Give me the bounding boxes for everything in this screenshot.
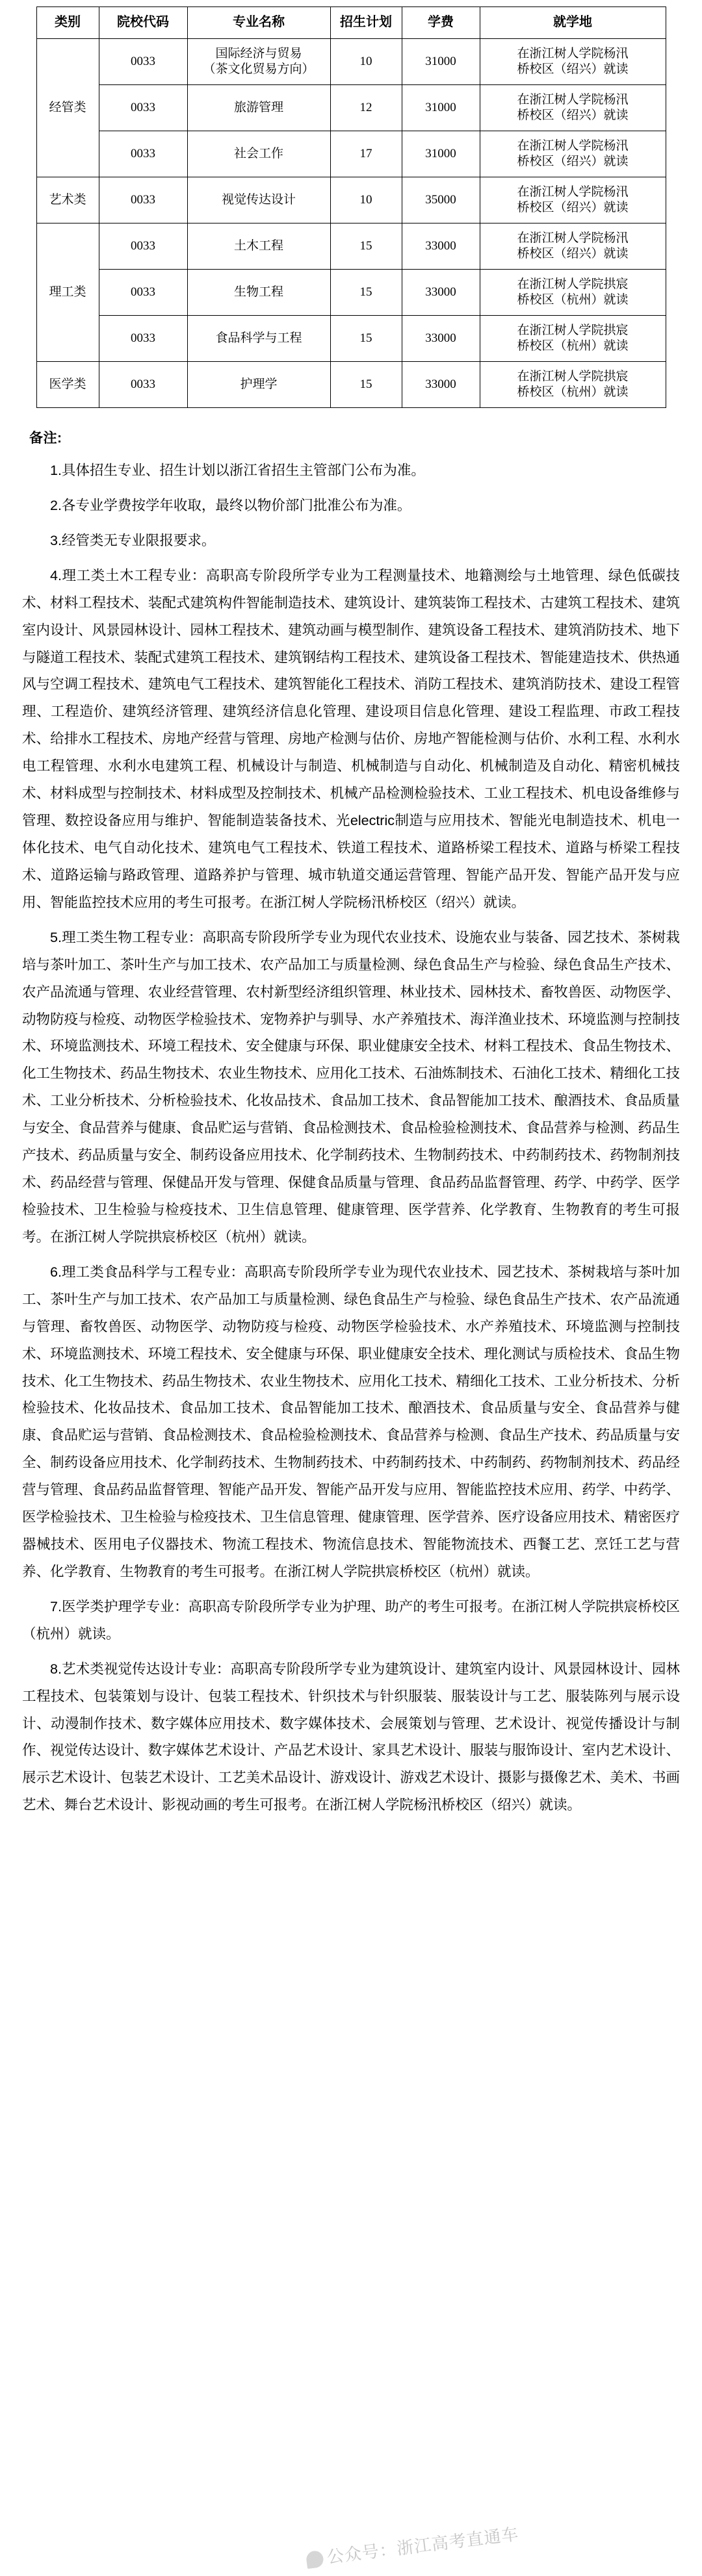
notes-title: 备注: xyxy=(29,431,62,446)
notes-section xyxy=(0,408,702,1819)
cell-tuition: 35000 xyxy=(402,177,480,223)
cell-major-name: 生物工程 xyxy=(187,270,330,316)
cell-major-name: 旅游管理 xyxy=(187,85,330,131)
admission-plan-table xyxy=(36,6,666,408)
note-item-5: 5.理工类生物工程专业：高职高专阶段所学专业为现代农业技术、设施农业与装备、园艺技术、茶树栽培与茶叶加工、茶叶生产与加工技术、农产品加工与质量检测、绿色食品生产与检验、绿色食品生产技术、农产品流通与管理、农业经营管理、农村新型经济组织管理、林业技术、园林技术、畜牧兽医、动物医学、动物防疫与检疫、动物医学检验技术、宠物养护与驯导、水产养殖技术、海洋渔业技术、环境监测与控制技术、环境监测技术、环境工程技术、安全健康与环保、职业健康安全技术、材料工程技术、食品生物技术、化工生物技术、药品生物技术、农业生物技术、应用化工技术、石油炼制技术、石油化工技术、精细化工技术、工业分析技术、分析检验技术、化妆品技术、食品加工技术、食品智能加工技术、酿酒技术、食品质量与安全、食品营养与健康、食品贮运与营销、食品检测技术、食品检验检测技术、食品营养与检测、药品生产技术、药品质量与安全、制药设备应用技术、化学制药技术、生物制药技术、中药制药技术、药物制剂技术、药品经营与管理、保健品开发与管理、保健食品质量与管理、食品药品监督管理、药学、中药学、医学检验技术、卫生检验与检疫技术、卫生信息管理、健康管理、医学营养、化学教育、生物教育的考生可报考。在浙江树人学院拱宸桥校区（杭州）就读。 xyxy=(22,929,680,1245)
cell-category: 理工类 xyxy=(36,223,99,362)
cell-school-code: 0033 xyxy=(99,131,187,177)
cell-tuition: 33000 xyxy=(402,223,480,270)
table-row xyxy=(36,39,666,85)
cell-enrollment-plan: 12 xyxy=(330,85,402,131)
major-line-2: （茶文化贸易方向） xyxy=(203,62,315,76)
note-item-3: 3.经管类无专业限报要求。 xyxy=(50,532,216,548)
cell-study-location xyxy=(480,270,666,316)
cell-category: 经管类 xyxy=(36,39,99,177)
cell-major-name: 视觉传达设计 xyxy=(187,177,330,223)
cell-school-code: 0033 xyxy=(99,316,187,362)
location-line-1: 在浙江树人学院杨汛 xyxy=(517,46,629,60)
note-item-8: 8.艺术类视觉传达设计专业：高职高专阶段所学专业为建筑设计、建筑室内设计、风景园林设计、园林工程技术、包装策划与设计、包装工程技术、针织技术与针织服装、服装设计与工艺、服装陈列与展示设计、动漫制作技术、数字媒体应用技术、数字媒体技术、会展策划与管理、艺术设计、视觉传播设计与制作、视觉传达设计、数字媒体艺术设计、产品艺术设计、家具艺术设计、服装与服饰设计、室内艺术设计、展示艺术设计、包装艺术设计、工艺美术品设计、游戏设计、游戏艺术设计、摄影与摄像艺术、美术、书画艺术、舞台艺术设计、影视动画的考生可报考。在浙江树人学院杨汛桥校区（绍兴）就读。 xyxy=(22,1661,680,1813)
location-line-2: 桥校区（杭州）就读 xyxy=(517,339,629,353)
cell-enrollment-plan: 10 xyxy=(330,39,402,85)
speech-bubble-icon xyxy=(306,2550,324,2569)
cell-major-name xyxy=(187,39,330,85)
cell-tuition: 33000 xyxy=(402,316,480,362)
note-item-1: 1.具体招生专业、招生计划以浙江省招生主管部门公布为准。 xyxy=(50,463,425,478)
table-header-row xyxy=(36,7,666,39)
table-header xyxy=(36,7,666,39)
location-line-1: 在浙江树人学院杨汛 xyxy=(517,138,629,153)
table-row xyxy=(36,270,666,316)
column-header-enrollment-plan: 招生计划 xyxy=(330,7,402,39)
note-item-4: 4.理工类土木工程专业：高职高专阶段所学专业为工程测量技术、地籍测绘与土地管理、绿色低碳技术、材料工程技术、装配式建筑构件智能制造技术、建筑设计、建筑装饰工程技术、古建筑工程技术、建筑室内设计、风景园林设计、园林工程技术、建筑动画与模型制作、建筑设备工程技术、建筑消防技术、地下与隧道工程技术、装配式建筑工程技术、建筑钢结构工程技术、建筑设备工程技术、智能建造技术、供热通风与空调工程技术、建筑电气工程技术、建筑智能化工程技术、消防工程技术、建筑消防技术、建设工程管理、工程造价、建筑经济管理、建筑经济信息化管理、建设项目信息化管理、建设工程监理、市政工程技术、给排水工程技术、房地产经营与管理、房地产检测与估价、房地产智能检测与估价、水利工程、水利水电工程管理、水利水电建筑工程、机械设计与制造、机械制造与自动化、机械制造及自动化、精密机械技术、材料成型与控制技术、材料成型及控制技术、机械产品检测检验技术、工业工程技术、机电设备维修与管理、数控设备应用与维护、智能制造装备技术、光electric制造与应用技术、智能光电制造技术、机电一体化技术、电气自动化技术、建筑电气工程技术、铁道工程技术、道路桥梁工程技术、道路与桥梁工程技术、道路运输与路政管理、道路养护与管理、城市轨道交通运营管理、智能产品开发、智能产品开发与应用、智能监控技术应用的考生可报考。在浙江树人学院杨汛桥校区（绍兴）就读。 xyxy=(22,567,680,910)
cell-school-code: 0033 xyxy=(99,177,187,223)
cell-tuition: 31000 xyxy=(402,39,480,85)
major-line-1: 国际经济与贸易 xyxy=(215,46,302,60)
location-line-1: 在浙江树人学院拱宸 xyxy=(517,277,629,291)
location-line-1: 在浙江树人学院杨汛 xyxy=(517,185,629,199)
cell-enrollment-plan: 10 xyxy=(330,177,402,223)
column-header-study-location: 就学地 xyxy=(480,7,666,39)
admission-plan-table-wrapper xyxy=(0,0,702,408)
cell-major-name: 护理学 xyxy=(187,362,330,408)
cell-enrollment-plan: 15 xyxy=(330,362,402,408)
table-row xyxy=(36,223,666,270)
cell-tuition: 31000 xyxy=(402,131,480,177)
watermark xyxy=(305,2521,520,2571)
column-header-category: 类别 xyxy=(36,7,99,39)
cell-study-location xyxy=(480,177,666,223)
cell-school-code: 0033 xyxy=(99,223,187,270)
cell-category: 医学类 xyxy=(36,362,99,408)
cell-tuition: 31000 xyxy=(402,85,480,131)
cell-enrollment-plan: 15 xyxy=(330,223,402,270)
location-line-2: 桥校区（杭州）就读 xyxy=(517,385,629,399)
location-line-1: 在浙江树人学院杨汛 xyxy=(517,92,629,107)
cell-major-name: 土木工程 xyxy=(187,223,330,270)
location-line-2: 桥校区（杭州）就读 xyxy=(517,293,629,307)
table-row xyxy=(36,316,666,362)
note-item-7: 7.医学类护理学专业：高职高专阶段所学专业为护理、助产的考生可报考。在浙江树人学院拱宸桥校区（杭州）就读。 xyxy=(22,1598,680,1642)
cell-category: 艺术类 xyxy=(36,177,99,223)
cell-school-code: 0033 xyxy=(99,270,187,316)
cell-study-location xyxy=(480,362,666,408)
note-item-2: 2.各专业学费按学年收取，最终以物价部门批准公布为准。 xyxy=(50,497,411,513)
table-row xyxy=(36,85,666,131)
cell-tuition: 33000 xyxy=(402,362,480,408)
table-row xyxy=(36,177,666,223)
table-row xyxy=(36,131,666,177)
cell-enrollment-plan: 15 xyxy=(330,270,402,316)
column-header-major-name: 专业名称 xyxy=(187,7,330,39)
cell-tuition: 33000 xyxy=(402,270,480,316)
note-item-6: 6.理工类食品科学与工程专业：高职高专阶段所学专业为现代农业技术、园艺技术、茶树栽培与茶叶加工、茶叶生产与加工技术、农产品加工与质量检测、绿色食品生产与检验、绿色食品生产技术、农产品流通与管理、畜牧兽医、动物医学、动物防疫与检疫、动物医学检验技术、水产养殖技术、环境监测与控制技术、环境监测技术、环境工程技术、安全健康与环保、职业健康安全技术、理化测试与质检技术、食品生物技术、化工生物技术、药品生物技术、农业生物技术、应用化工技术、精细化工技术、工业分析技术、分析检验技术、化妆品技术、食品加工技术、食品智能加工技术、酿酒技术、食品质量与安全、食品营养与健康、食品贮运与营销、食品检测技术、食品检验检测技术、食品营养与检测、食品生产技术、药品质量与安全、制药设备应用技术、化学制药技术、生物制药技术、中药制药技术、中药制药、药物制剂技术、药品经营与管理、食品药品监督管理、智能产品开发、智能产品开发与应用、智能监控技术应用、药学、中药学、医学检验技术、卫生检验与检疫技术、卫生信息管理、健康管理、医学营养、医疗设备应用技术、精密医疗器械技术、医用电子仪器技术、物流工程技术、物流信息技术、智能物流技术、西餐工艺、烹饪工艺与营养、化学教育、生物教育的考生可报考。在浙江树人学院拱宸桥校区（杭州）就读。 xyxy=(22,1264,680,1579)
cell-major-name: 社会工作 xyxy=(187,131,330,177)
location-line-2: 桥校区（绍兴）就读 xyxy=(517,247,629,261)
location-line-1: 在浙江树人学院拱宸 xyxy=(517,323,629,337)
location-line-1: 在浙江树人学院杨汛 xyxy=(517,231,629,245)
watermark-text: 公众号：浙江高考直通车 xyxy=(326,2524,520,2568)
location-line-2: 桥校区（绍兴）就读 xyxy=(517,201,629,214)
cell-study-location xyxy=(480,316,666,362)
cell-major-name: 食品科学与工程 xyxy=(187,316,330,362)
location-line-2: 桥校区（绍兴）就读 xyxy=(517,108,629,122)
cell-enrollment-plan: 17 xyxy=(330,131,402,177)
cell-study-location xyxy=(480,223,666,270)
column-header-tuition: 学费 xyxy=(402,7,480,39)
location-line-2: 桥校区（绍兴）就读 xyxy=(517,62,629,76)
table-row xyxy=(36,362,666,408)
cell-study-location xyxy=(480,85,666,131)
cell-school-code: 0033 xyxy=(99,85,187,131)
cell-enrollment-plan: 15 xyxy=(330,316,402,362)
cell-study-location xyxy=(480,131,666,177)
cell-study-location xyxy=(480,39,666,85)
cell-school-code: 0033 xyxy=(99,362,187,408)
location-line-2: 桥校区（绍兴）就读 xyxy=(517,155,629,168)
cell-school-code: 0033 xyxy=(99,39,187,85)
location-line-1: 在浙江树人学院拱宸 xyxy=(517,369,629,383)
table-body xyxy=(36,39,666,408)
column-header-school-code: 院校代码 xyxy=(99,7,187,39)
